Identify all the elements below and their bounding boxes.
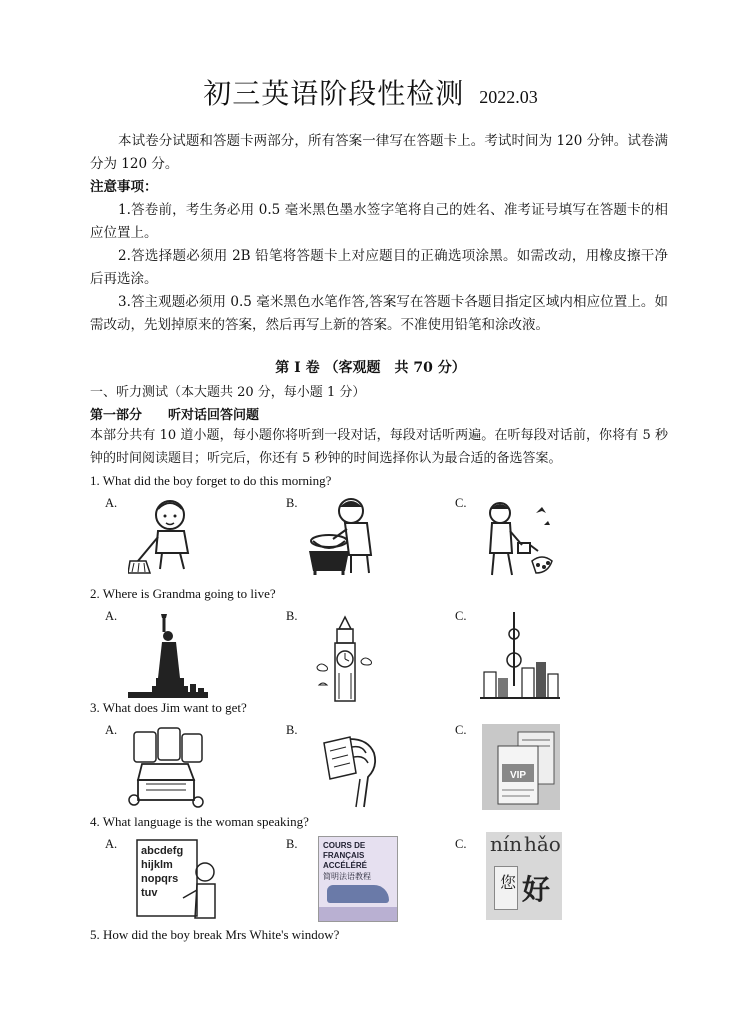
question-4: 4. What language is the woman speaking? bbox=[90, 814, 309, 829]
boy-washing-picture bbox=[305, 495, 385, 577]
q2-option-b: B. bbox=[286, 609, 298, 623]
vip-card-picture bbox=[482, 724, 560, 810]
title-main: 初三英语阶段性检测 bbox=[203, 77, 465, 110]
shanghai-tower-picture bbox=[480, 612, 560, 702]
char-nin: 您 bbox=[500, 873, 517, 892]
question-5: 5. How did the boy break Mrs White's window? bbox=[90, 927, 340, 942]
pinyin-hao: hǎo bbox=[524, 832, 561, 856]
chinese-greeting-picture bbox=[486, 832, 562, 920]
notes-heading: 注意事项： bbox=[90, 179, 158, 195]
alphabet-line-2: hijklm bbox=[141, 859, 173, 871]
q2-option-a: A. bbox=[105, 609, 118, 623]
q4-option-a: A. bbox=[105, 837, 118, 851]
french-textbook-picture bbox=[318, 836, 398, 922]
title-date: 2022.03 bbox=[479, 87, 538, 107]
statue-of-liberty-picture bbox=[128, 612, 208, 700]
question-3: 3. What does Jim want to get? bbox=[90, 700, 247, 715]
big-ben-picture bbox=[315, 615, 375, 703]
boy-watering-flowers-picture bbox=[478, 495, 558, 581]
part-description: 本部分共有 10 道小题，每小题你将听到一段对话，每段对话听两遍。在听每段对话前，你将有 5 秒钟的时间阅读题目；听完后，你还有 5 秒钟的时间选择你认为最合适的备选答案。 bbox=[90, 428, 668, 466]
pinyin-nin: nín bbox=[490, 832, 523, 856]
alphabet-line-3: nopqrs bbox=[141, 873, 179, 885]
q2-option-c: C. bbox=[455, 609, 467, 623]
q1-option-a: A. bbox=[105, 496, 118, 510]
note-item-3: 3.答主观题必须用 0.5 毫米黑色水笔作答,答案写在答题卡各题目指定区域内相应位置上。如需改动，先划掉原来的答案，然后再写上新的答案。不准使用铅笔和涂改液。 bbox=[90, 294, 668, 333]
boy-sweeping-picture bbox=[128, 495, 208, 577]
listening-heading: 一、听力测试（本大题共 20 分，每小题 1 分） bbox=[90, 385, 366, 400]
q3-option-b: B. bbox=[286, 723, 298, 737]
train-icon bbox=[327, 885, 389, 903]
q3-option-a: A. bbox=[105, 723, 118, 737]
vip-label: VIP bbox=[509, 770, 527, 781]
french-book-chinese: 简明法语教程 bbox=[323, 872, 371, 881]
alphabet-line-1: abcdefg bbox=[141, 845, 184, 857]
q4-option-b: B. bbox=[286, 837, 298, 851]
alphabet-board-picture bbox=[135, 838, 219, 922]
french-book-title: COURS DE FRANÇAIS bbox=[323, 841, 366, 860]
cars-and-box-picture bbox=[128, 724, 206, 810]
note-item-2: 2.答选择题必须用 2B 铅笔将答题卡上对应题目的正确选项涂黑。如需改动，用橡皮擦干净后再选涂。 bbox=[90, 248, 668, 287]
q1-option-c: C. bbox=[455, 496, 467, 510]
q1-option-b: B. bbox=[286, 496, 298, 510]
section-title: 第 I 卷 （客观题 共 70 分） bbox=[275, 360, 466, 376]
hand-holding-passport-picture bbox=[320, 733, 382, 809]
note-item-1: 1.答卷前，考生务必用 0.5 毫米黑色墨水签字笔将自己的姓名、准考证号填写在答题卡的相应位置上。 bbox=[90, 202, 668, 241]
q4-option-c: C. bbox=[455, 837, 467, 851]
french-book-subtitle: ACCÉLÉRÉ bbox=[323, 861, 368, 870]
alphabet-line-4: tuv bbox=[141, 887, 158, 899]
char-hao: 好 bbox=[522, 873, 551, 906]
question-1: 1. What did the boy forget to do this morning? bbox=[90, 473, 332, 488]
q3-option-c: C. bbox=[455, 723, 467, 737]
part-heading: 第一部分 听对话回答问题 bbox=[90, 408, 260, 423]
question-2: 2. Where is Grandma going to live? bbox=[90, 586, 276, 601]
intro-paragraph: 本试卷分试题和答题卡两部分，所有答案一律写在答题卡上。考试时间为 120 分钟。试卷满分为 120 分。 bbox=[90, 133, 668, 172]
exam-title bbox=[0, 72, 741, 112]
